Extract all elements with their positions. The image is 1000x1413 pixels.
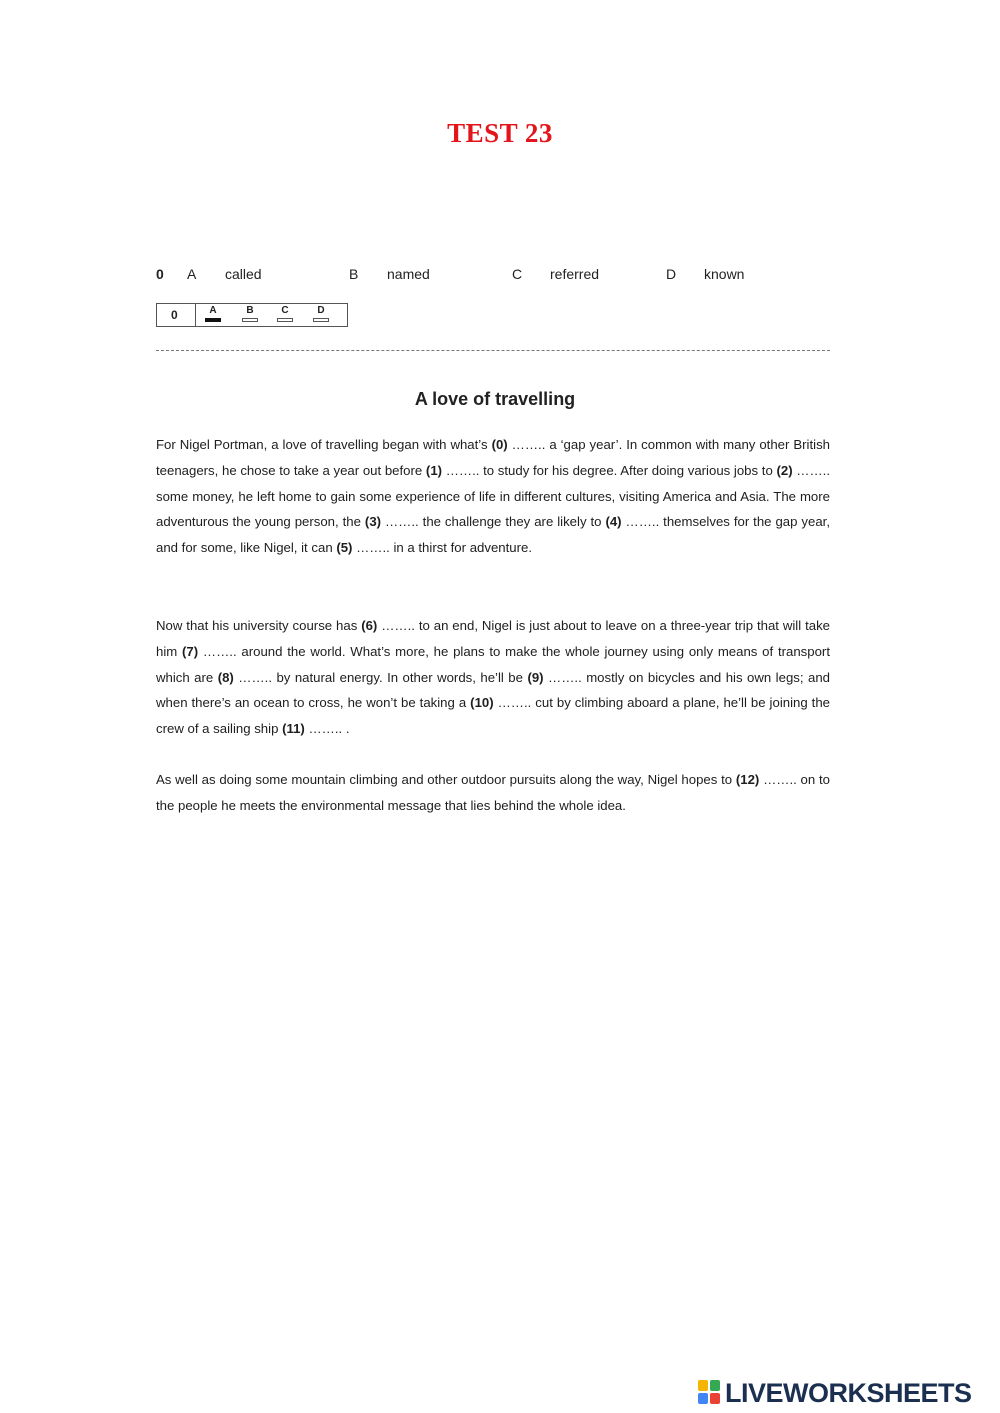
gap-number: (9): [527, 669, 544, 685]
gap-number: (3): [364, 514, 382, 530]
passage-paragraph-1: For Nigel Portman, a love of travelling began with what’s (0) …….. a ‘gap year’. In common with many other British teenagers, he chose to take a year out before (1) …….. to study for his degree. After doing various jobs to (2) …….. some money, he left home to gain some experience of life in different cultures, visiting America and Asia. The more adventurous the young person, the (3) …….. the challenge they are likely to (4) …….. themselves for the gap year, and for some, like Nigel, it can (5) …….. in a thirst for adventure.: [156, 437, 831, 556]
option-letter: D: [666, 266, 677, 282]
gap-number: (0): [491, 437, 508, 452]
option-letter: B: [349, 266, 359, 282]
example-number: 0: [156, 266, 164, 282]
answer-mark-empty: [277, 318, 293, 322]
example-question: [156, 266, 796, 286]
gap-number: (4): [605, 514, 622, 530]
answer-box-number: 0: [171, 308, 178, 322]
gap-number: (2): [776, 462, 793, 478]
example-answer-box: [156, 303, 348, 327]
option-letter: C: [512, 266, 523, 282]
logo-cell: [698, 1393, 708, 1404]
gap-number: (11): [282, 721, 305, 737]
gap-number: (6): [361, 618, 378, 633]
answer-option-letter: C: [281, 305, 289, 316]
answer-box-divider: [195, 304, 196, 326]
answer-option-letter: B: [246, 305, 254, 316]
answer-mark-empty: [242, 318, 258, 322]
answer-mark-filled: [205, 318, 221, 322]
answer-option-a[interactable]: [204, 305, 222, 322]
brand-name: LIVEWORKSHEETS: [725, 1378, 972, 1408]
passage-heading: A love of travelling: [414, 389, 576, 409]
option-letter: A: [187, 266, 197, 282]
answer-option-letter: A: [209, 305, 217, 316]
option-word: known: [704, 266, 745, 282]
gap-number: (5): [336, 540, 353, 556]
logo-icon: [698, 1380, 722, 1406]
gap-number: (12): [735, 772, 760, 787]
gap-number: (10): [470, 695, 494, 711]
gap-number: (1): [425, 462, 443, 478]
answer-option-c[interactable]: [276, 305, 294, 322]
answer-option-letter: D: [317, 305, 325, 316]
answer-option-b[interactable]: [241, 305, 259, 322]
answer-mark-empty: [313, 318, 329, 322]
passage-paragraph-2: Now that his university course has (6) …….. to an end, Nigel is just about to leave on a three-year trip that will take him (7) …….. around the world. What’s more, he plans to make the whole journey using only means of transport which are (8) …….. by natural energy. In other words, he’ll be (9) …….. mostly on bicycles and his own legs; and when there’s an ocean to cross, he won’t be taking a (10) …….. cut by climbing aboard a plane, he’ll be joining the crew of a sailing ship (11) …….. .: [156, 618, 831, 737]
liveworksheets-logo: [698, 1378, 998, 1408]
gap-number: (8): [217, 669, 234, 685]
option-word: named: [387, 266, 430, 282]
passage-paragraph-3: As well as doing some mountain climbing and other outdoor pursuits along the way, Nigel hopes to (12) …….. on to the people he meets the environmental message that lies behind the whole idea.: [156, 772, 830, 813]
option-word: called: [225, 266, 262, 282]
gap-number: (7): [182, 643, 199, 659]
logo-cell: [698, 1380, 708, 1391]
logo-cell: [710, 1393, 720, 1404]
option-word: referred: [550, 266, 600, 282]
answer-option-d[interactable]: [312, 305, 330, 322]
page-title: TEST 23: [447, 118, 553, 148]
logo-cell: [710, 1380, 720, 1391]
divider-line: [156, 350, 830, 351]
